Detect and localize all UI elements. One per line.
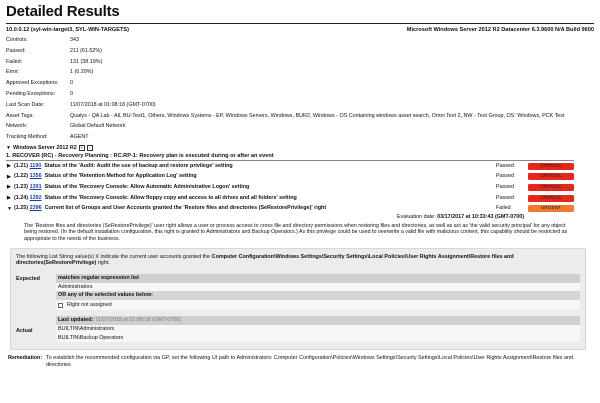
info-label: Controls: — [6, 37, 28, 43]
control-row[interactable] — [6, 172, 594, 183]
info-label: Pending Exceptions: — [6, 90, 56, 97]
expected-match-type: matches regular expression list — [56, 274, 580, 283]
control-id-link[interactable]: 1190 — [29, 162, 42, 169]
evaluation-date — [6, 214, 594, 222]
host-name: 10.0.0.12 (syl-win-target3, SYL-WIN-TARGETS) — [6, 27, 129, 33]
remediation-label: Remediation: — [8, 355, 43, 362]
option-checkbox — [58, 303, 63, 308]
info-row — [6, 78, 594, 89]
info-row — [6, 132, 594, 143]
info-value: AGENT — [70, 134, 89, 141]
actual-updated — [56, 316, 580, 325]
control-number: (1.24) — [14, 194, 29, 201]
host-os-summary: Microsoft Windows Server 2012 R2 Datacenter 6.3.9600 N/A Build 9600 — [406, 27, 594, 33]
os-group-label: Windows Server 2012 R2 — [12, 145, 77, 152]
control-description: The 'Restore files and directories (SeRestorePrivilege)' user right allows a user or process access to cross file and directory permissions when restoring files and directories, as well as act as 'the valid security principal' for any object being restored. (In the default installation configuration, this right is granted to Administrators and Backup Operators.) As this privilege could be used to overwrite a valid file with malicious content, this capability should be restricted as appropriate to the needs of the business. — [24, 222, 568, 242]
os-group-header[interactable] — [6, 144, 594, 153]
control-status: Passed — [496, 162, 514, 169]
info-row — [6, 121, 594, 132]
info-label: Approved Exceptions: — [6, 80, 59, 87]
control-status: Passed — [496, 173, 514, 180]
title-divider — [6, 23, 594, 24]
evidence-panel — [10, 248, 586, 350]
severity-badge: CRITICAL — [528, 173, 574, 180]
severity-badge: CRITICAL — [528, 195, 574, 202]
host-header — [6, 25, 594, 35]
info-label: Failed: — [6, 58, 23, 65]
control-title: Status of the 'Retention Method for Application Log' setting — [44, 173, 197, 180]
actual-body — [56, 316, 580, 342]
control-id-link[interactable]: 2396 — [29, 205, 42, 212]
expand-triangle-icon[interactable]: ▶ — [7, 173, 11, 180]
info-value: 0 — [70, 80, 73, 87]
control-title: Status of the 'Recovery Console: Allow Automatic Administrative Logon' setting — [44, 184, 250, 191]
control-status: Failed — [496, 205, 511, 212]
expected-section — [16, 271, 580, 314]
severity-badge: URGENT — [528, 205, 574, 212]
info-row — [6, 111, 594, 122]
info-label: Error: — [6, 69, 20, 76]
report-title: Detailed Results — [6, 3, 120, 20]
info-row — [6, 67, 594, 78]
intro-suffix: right. — [96, 260, 110, 267]
expand-triangle-icon[interactable]: ▶ — [7, 194, 11, 201]
control-status: Passed — [496, 194, 514, 201]
expand-triangle-icon[interactable]: ▶ — [7, 163, 11, 170]
info-label: Last Scan Date: — [6, 101, 45, 108]
remediation — [6, 355, 594, 368]
evaluation-label: Evaluation date: — [396, 213, 436, 220]
severity-badge: CRITICAL — [528, 163, 574, 170]
intro-policy-path: Computer Configuration\Windows Settings\Security Settings\Local Policies\User Rights Assignment\Restore files and directories(SeRestorePrivilege) — [16, 253, 514, 267]
info-row — [6, 46, 594, 57]
evidence-intro — [16, 251, 580, 271]
remediation-text: To establish the recommended configuration via GP, set the following UI path to Administrators: Computer Configuration\Policies\Windows Settings\Security Settings\Local Policies\User Rights Assignment\Restore files and directories — [46, 355, 573, 368]
control-id-link[interactable]: 1391 — [29, 184, 42, 191]
info-row — [6, 89, 594, 100]
actual-section — [16, 313, 580, 345]
info-row — [6, 35, 594, 46]
updated-timestamp: 11/07/2018 at 01:08:18 (GMT-0700) — [95, 317, 181, 324]
control-title: Status of the 'Audit: Audit the use of backup and restore privilege' setting — [44, 162, 233, 169]
control-list — [6, 161, 594, 214]
info-value: 11/07/2018 at 01:08:18 (GMT-0700) — [70, 101, 156, 108]
info-value: 211 (61.52%) — [70, 47, 102, 54]
control-number: (1.22) — [14, 173, 29, 180]
expected-body — [56, 274, 580, 311]
updated-label: Last updated: — [58, 317, 94, 324]
control-number: (1.21) — [14, 162, 29, 169]
intro-text: The following List String value(s) X indicate the current user accounts granted the — [16, 253, 212, 260]
info-label: Network: — [6, 123, 28, 130]
info-value: 343 — [70, 37, 79, 43]
info-value: 1 (0.29%) — [70, 69, 94, 76]
control-id-link[interactable]: 1392 — [29, 194, 42, 201]
control-row[interactable] — [6, 193, 594, 204]
severity-badge: CRITICAL — [528, 184, 574, 191]
control-number: (1.25) — [14, 205, 29, 212]
expected-value: Administrators — [56, 283, 580, 292]
info-value: 0 — [70, 90, 73, 97]
control-row[interactable] — [6, 182, 594, 193]
info-label: Passed: — [6, 47, 26, 54]
control-row[interactable] — [6, 161, 594, 172]
info-row — [6, 57, 594, 68]
info-value: Global Default Network — [70, 123, 126, 130]
expected-or-label: OR any of the selected values below: — [56, 291, 580, 300]
collapse-all-icon[interactable]: - — [87, 145, 93, 151]
option-label: Right not assigned — [67, 301, 112, 308]
info-value: 131 (38.19%) — [70, 58, 103, 65]
control-title: Current list of Groups and User Accounts granted the 'Restore files and directories (SeRestorePrivilege)' right — [44, 205, 327, 212]
control-id-link[interactable]: 1356 — [29, 173, 42, 180]
actual-value: BUILTIN\Backup Operators — [56, 334, 580, 343]
info-label: Tracking Method: — [6, 134, 48, 141]
collapse-triangle-icon[interactable]: ▼ — [6, 145, 11, 152]
host-info-table — [6, 35, 594, 143]
info-label: Asset Tags: — [6, 112, 34, 119]
actual-value: BUILTIN\Administrators — [56, 325, 580, 334]
control-title: Status of the 'Recovery Console: Allow floppy copy and access to all drives and all folders' setting — [44, 194, 297, 201]
info-row — [6, 100, 594, 111]
expand-all-icon[interactable]: + — [80, 145, 84, 151]
expand-triangle-icon[interactable]: ▶ — [7, 184, 11, 191]
section-heading: 1. RECOVER (RC) - Recovery Planning : RC.RP-1: Recovery plan is executed during or after an event — [6, 153, 574, 161]
actual-label: Actual — [16, 328, 33, 335]
collapse-triangle-icon[interactable]: ▼ — [7, 205, 12, 212]
control-row-expanded[interactable] — [6, 203, 594, 214]
evaluation-value: 03/17/2017 at 10:33:43 (GMT-0700) — [437, 213, 524, 220]
expected-label: Expected — [16, 275, 40, 282]
control-status: Passed — [496, 184, 514, 191]
expected-option — [56, 300, 580, 310]
info-value: Qualys - QA Lab - All, BU-Test1, Others, Windows Systems - EP, Windows Servers, Windows, BUR2, Windows - OS Containing windows asset search, Omni Test 2, NW - Test Group, OS: Windows, PCK Test — [70, 112, 565, 119]
control-number: (1.23) — [14, 184, 29, 191]
